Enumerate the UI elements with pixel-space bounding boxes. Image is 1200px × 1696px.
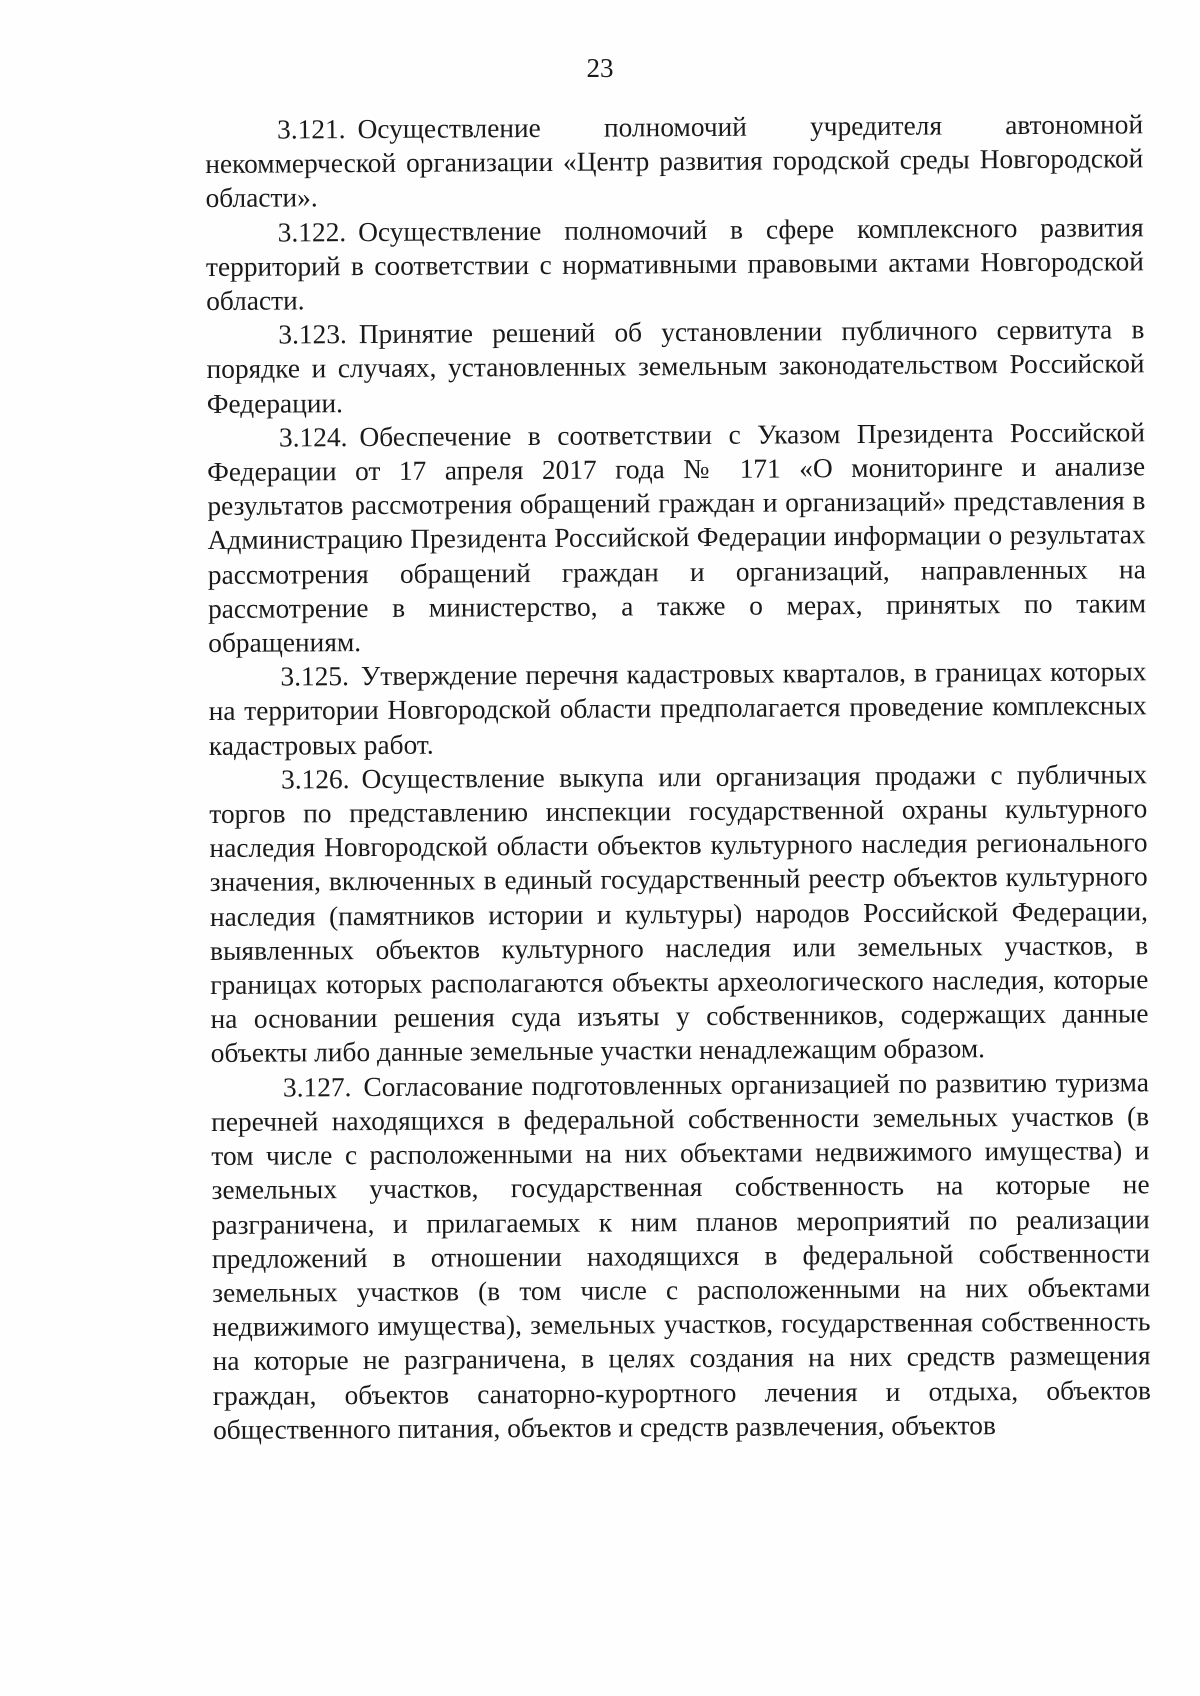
document-body — [205, 107, 1151, 1447]
paragraph-text: Согласование подготовленных организацией по развитию туризма перечней находящихся в федеральной собственности земельных участков (в том числе с расположенными на них объектами недвижимого имущества) и земельных участков, государственная собственность на которые не разграничена, и прилагаемых к ним планов мероприятий по реализации предложений в отношении находящихся в федеральной собственности земельных участков (в том числе с расположенными на них объектами недвижимого имущества), земельных участков, государственная собственность на которые не разграничена, в целях создания на них средств размещения граждан, объектов санаторно-курортного лечения и отдыха, объектов общественного питания, объектов и средств развлечения, объектов — [211, 1066, 1151, 1445]
paragraph-3-124 — [207, 415, 1146, 660]
paragraph-text: Принятие решений об установлении публичного сервитута в порядке и случаях, установленных земельным законодательством Российской Федерации. — [206, 314, 1145, 419]
paragraph-number: 3.122. — [277, 216, 347, 248]
paragraph-number: 3.123. — [278, 319, 347, 350]
paragraph-number: 3.127. — [282, 1071, 352, 1103]
paragraph-number: 3.124. — [278, 421, 348, 453]
paragraph-3-127 — [211, 1065, 1151, 1447]
paragraph-number: 3.126. — [280, 763, 350, 795]
paragraph-text: Утверждение перечня кадастровых кварталов, в границах которых на территории Новгородской области предполагается проведение комплексных кадастровых работ. — [208, 656, 1147, 761]
paragraph-3-122 — [206, 210, 1145, 318]
paragraph-text: Обеспечение в соответствии с Указом Президента Российской Федерации от 17 апреля 2017 года № 171 «О мониторинге и анализе результатов рассмотрения обращений граждан и организаций» представления в Администрацию Президента Российской Федерации информации о результатах рассмотрения обращений граждан и организаций, направленных на рассмотрение в министерство, а также о мерах, принятых по таким обращениям. — [207, 417, 1147, 659]
paragraph-number: 3.125. — [280, 661, 350, 692]
paragraph-text: Осуществление полномочий в сфере комплексного развития территорий в соответствии с нормативными правовыми актами Новгородской области. — [205, 211, 1145, 317]
paragraph-3-121 — [205, 107, 1144, 215]
paragraph-3-125 — [208, 655, 1147, 763]
paragraph-text: Осуществление выкупа или организация продажи с публичных торгов по представлению инспекции государственной охраны культурного наследия Новгородской области объектов культурного наследия регионального значения, включенных в единый государственный реестр объектов культурного наследия (памятников истории и культуры) народов Российской Федерации, выявленных объектов культурного наследия или земельных участков, в границах которых располагаются объекты археологического наследия, которые на основании решения суда изъяты у собственников, содержащих данные объекты либо данные земельные участки ненадлежащим образом. — [209, 759, 1149, 1069]
paragraph-3-123 — [206, 312, 1145, 420]
page-number: 23 — [586, 53, 614, 83]
paragraph-text: Осуществление полномочий учредителя автономной некоммерческой организации «Центр развития городской среды Новгородской области». — [205, 109, 1144, 214]
paragraph-3-126 — [209, 757, 1149, 1071]
paragraph-number: 3.121. — [277, 114, 346, 145]
